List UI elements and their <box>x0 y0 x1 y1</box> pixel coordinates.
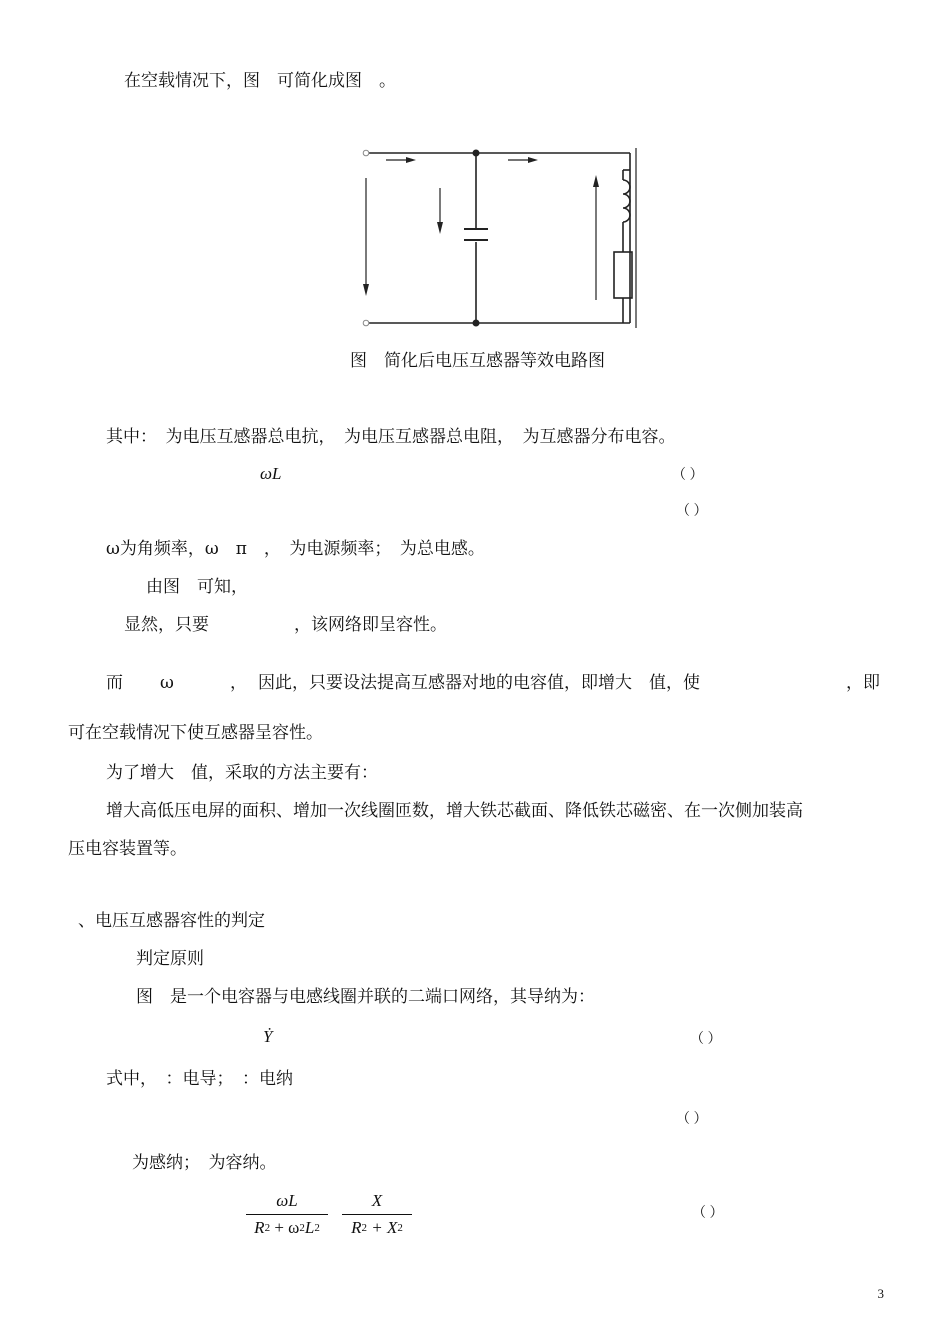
text-line-8: 显然，只要 ，该网络即呈容性。 <box>124 615 447 635</box>
text-line-11: 为了增大 值，采取的方法主要有： <box>106 763 378 783</box>
text-line-7: 由图 可知， <box>146 577 248 597</box>
text-line-9-end: ，即 <box>846 673 880 693</box>
admittance-symbol: Ẏ <box>263 1027 273 1046</box>
text-line-9-omega: ω <box>160 673 174 693</box>
equivalent-circuit-diagram <box>356 140 646 340</box>
terminal-bottom <box>363 320 369 326</box>
text-line-16: 图 是一个电容器与电感线圈并联的二端口网络，其导纳为： <box>136 987 595 1007</box>
figure-caption: 图 简化后电压互感器等效电路图 <box>350 351 605 371</box>
text-line-10: 可在空载情况下使互感器呈容性。 <box>68 723 323 743</box>
arrowhead-capacitor <box>437 222 443 234</box>
fraction-2 <box>342 1190 412 1239</box>
junction-bottom <box>473 320 480 327</box>
equation-number-4: （ ） <box>676 1112 708 1127</box>
text-line-6: ω为角频率，ω π ， 为电源频率； 为总电感。 <box>106 539 485 559</box>
equation-number-5: （ ） <box>692 1206 724 1221</box>
terminal-top <box>363 150 369 156</box>
text-line-9-body: 因此，只要设法提高互感器对地的电容值，即增大 值，使 <box>258 673 700 693</box>
junction-top <box>473 150 480 157</box>
equation-1-expression: ωL <box>260 464 282 483</box>
equation-number-2: （ ） <box>676 504 708 519</box>
text-line-20: 为感纳； 为容纳。 <box>132 1153 277 1173</box>
text-line-12: 增大高低压电屏的面积、增加一次线圈匝数，增大铁芯截面、降低铁芯磁密、在一次侧加装高 <box>106 801 803 821</box>
arrowhead-top-right <box>528 157 538 163</box>
text-line-1: 在空载情况下，图 可简化成图 。 <box>124 71 396 91</box>
fraction-2-denominator: $R^2 + X^2$ <box>351 1218 403 1237</box>
arrowhead-right <box>593 175 599 187</box>
equation-number-1: （ ） <box>672 468 704 483</box>
equation-number-3: （ ） <box>690 1032 722 1047</box>
fraction-1 <box>246 1190 328 1239</box>
text-line-3: 其中： 为电压互感器总电抗， 为电压互感器总电阻， 为互感器分布电容。 <box>106 427 676 447</box>
text-line-18: 式中， ：电导； ：电纳 <box>106 1069 293 1089</box>
arrowhead-top-left <box>406 157 416 163</box>
text-line-9-start: 而 <box>106 673 123 693</box>
text-line-15: 判定原则 <box>136 949 204 969</box>
fraction-1-denominator: $R^2 + \omega^2L^2$ <box>254 1218 320 1237</box>
page-number: 3 <box>877 1286 884 1301</box>
inductor-coil <box>623 180 630 222</box>
text-line-13: 压电容装置等。 <box>68 839 187 859</box>
arrowhead-left <box>363 284 369 296</box>
fraction-2-numerator: X <box>371 1191 383 1210</box>
text-line-9-comma: ， <box>230 673 247 693</box>
fraction-1-numerator: ωL <box>276 1191 298 1210</box>
section-heading: 、电压互感器容性的判定 <box>78 911 265 931</box>
